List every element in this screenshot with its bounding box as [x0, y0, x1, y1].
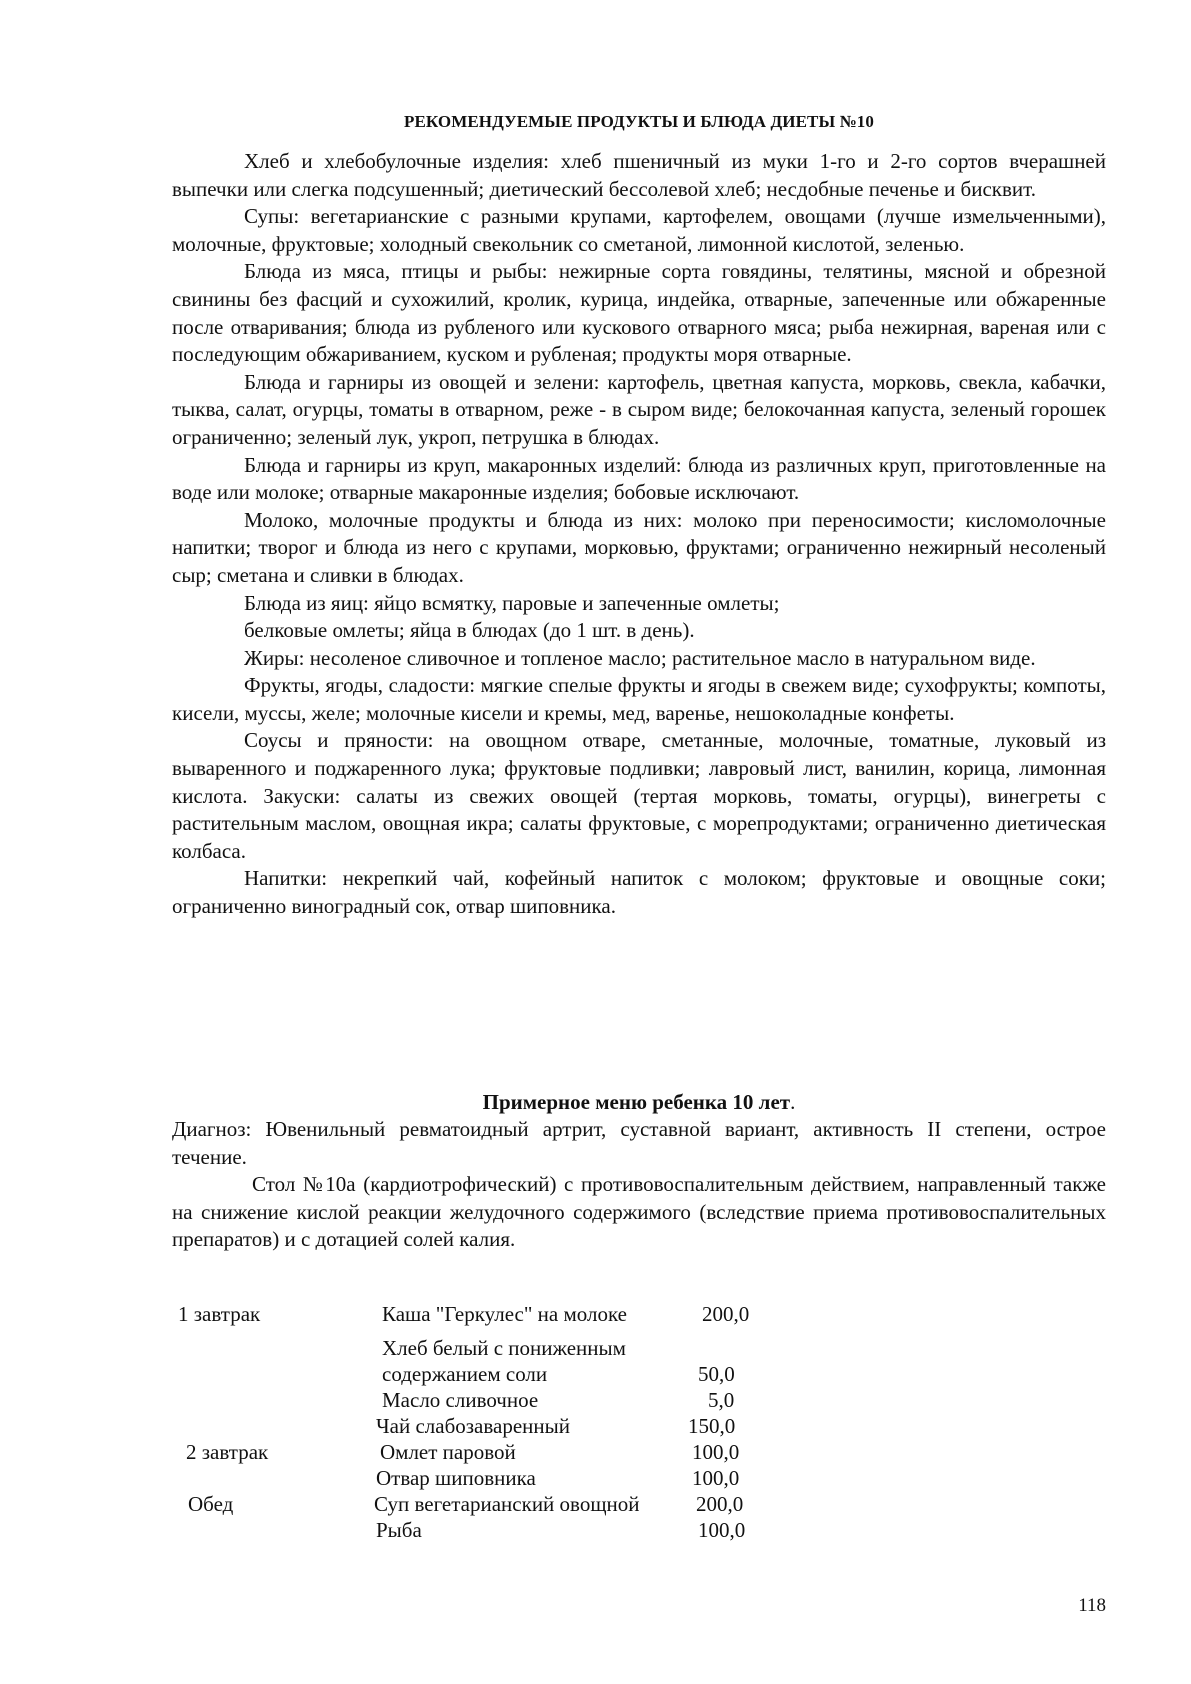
paragraph-bread: Хлеб и хлебобулочные изделия: хлеб пшеничный из муки 1-го и 2-го сортов вчерашней выпечки или слегка подсушенный; диетический бессолевой хлеб; несдобные печенье и бисквит.	[172, 149, 1106, 201]
paragraph-grains: Блюда и гарниры из круп, макаронных изделий: блюда из различных круп, приготовленные на воде или молоке; отварные макаронные изделия; бобовые исключают.	[172, 452, 1106, 505]
menu-meal: 1 завтрак	[178, 1302, 261, 1326]
menu-amount: 100,0	[692, 1466, 740, 1490]
menu-title-text: Примерное меню ребенка 10 лет	[482, 1090, 791, 1114]
menu-row	[172, 1334, 792, 1362]
menu-dish: Рыба	[376, 1518, 422, 1542]
paragraph-fruits: Фрукты, ягоды, сладости: мягкие спелые фрукты и ягоды в свежем виде; сухофрукты; компоты, кисели, муссы, желе; молочные кисели и кремы, мед, варенье, нешоколадные конфеты.	[172, 673, 1106, 725]
paragraph-dairy: Молоко, молочные продукты и блюда из них: молоко при переносимости; кисломолочные напитки; творог и блюда из него с крупами, морковью, фруктами; ограниченно нежирный несоленый сыр; сметана и сливки в блюдах.	[172, 507, 1106, 587]
menu-dish: Омлет паровой	[380, 1440, 516, 1464]
menu-dish: Суп вегетарианский овощной	[374, 1492, 640, 1516]
menu-row	[172, 1360, 792, 1388]
paragraph-eggs-continued: белковые омлеты; яйца в блюдах (до 1 шт. в день).	[244, 618, 695, 643]
diagnosis-text: Диагноз: Ювенильный ревматоидный артрит, суставной вариант, активность II степени, острое течение.	[172, 1117, 1106, 1169]
paragraph-vegetables: Блюда и гарниры из овощей и зелени: картофель, цветная капуста, морковь, свекла, кабачки, тыква, салат, огурцы, томаты в отварном, реже - в сыром виде; белокочанная капуста, зеленый горошек ограниченно; зеленый лук, укроп, петрушка в блюдах.	[172, 369, 1106, 449]
menu-amount: 200,0	[702, 1302, 750, 1326]
menu-amount: 150,0	[688, 1414, 736, 1438]
menu-amount: 5,0	[708, 1388, 735, 1412]
paragraph-drinks: Напитки: некрепкий чай, кофейный напиток с молоком; фруктовые и овощные соки; ограниченно виноградный сок, отвар шиповника.	[172, 866, 1106, 919]
paragraph-meat-fish: Блюда из мяса, птицы и рыбы: нежирные сорта говядины, телятины, мясной и обрезной свинины без фасций и сухожилий, кролик, курица, индейка, отварные, запеченные или обжаренные после отваривания; блюда из рубленого или кускового отварного мяса; рыба нежирная, вареная или с последующим обжариванием, куском и рубленая; продукты моря отварные.	[172, 259, 1106, 367]
document-page	[172, 0, 1106, 1684]
menu-dish: Хлеб белый с пониженным	[382, 1336, 626, 1360]
paragraph-eggs: Блюда из яиц: яйцо всмятку, паровые и запеченные омлеты;	[244, 590, 780, 615]
menu-row	[172, 1516, 792, 1544]
menu-title	[172, 1090, 1106, 1115]
page-number: 118	[1078, 1595, 1106, 1616]
menu-row	[172, 1464, 792, 1492]
menu-row	[172, 1300, 792, 1328]
menu-dish: содержанием соли	[382, 1362, 548, 1386]
menu-row	[172, 1438, 792, 1466]
menu-amount: 100,0	[692, 1440, 740, 1464]
menu-row	[172, 1490, 792, 1518]
menu-amount: 100,0	[698, 1518, 746, 1542]
diet-recommendations	[172, 148, 1106, 921]
menu-row	[172, 1412, 792, 1440]
menu-amount: 200,0	[696, 1492, 744, 1516]
menu-dish: Отвар шиповника	[376, 1466, 536, 1490]
menu-amount: 50,0	[698, 1362, 735, 1386]
paragraph-sauces: Соусы и пряности: на овощном отваре, сметанные, молочные, томатные, луковый из вываренного и поджаренного лука; фруктовые подливки; лавровый лист, ванилин, корица, лимонная кислота. Закуски: салаты из свежих овощей (тертая морковь, томаты, огурцы), винегреты с растительным маслом, овощная икра; салаты фруктовые, с морепродуктами; ограниченно диетическая колбаса.	[172, 728, 1106, 863]
menu-dish: Чай слабозаваренный	[376, 1414, 570, 1438]
page-heading: РЕКОМЕНДУЕМЫЕ ПРОДУКТЫ И БЛЮДА ДИЕТЫ №10	[403, 112, 875, 131]
menu-meal: Обед	[188, 1492, 234, 1516]
menu-dish: Масло сливочное	[382, 1388, 539, 1412]
menu-row	[172, 1386, 792, 1414]
menu-title-suffix: .	[790, 1090, 796, 1114]
menu-dish: Каша "Геркулес" на молоке	[382, 1302, 627, 1326]
diet-table-description: Стол №10а (кардиотрофический) с противовоспалительным действием, направленный также на снижение кислой реакции желудочного содержимого (вследствие приема противовоспалительных препаратов) и с дотацией солей калия.	[172, 1172, 1106, 1252]
menu-meal: 2 завтрак	[186, 1440, 269, 1464]
diagnosis-block	[172, 1116, 1106, 1254]
paragraph-soups: Супы: вегетарианские с разными крупами, картофелем, овощами (лучше измельченными), молочные, фруктовые; холодный свекольник со сметаной, лимонной кислотой, зеленью.	[172, 204, 1106, 256]
paragraph-fats: Жиры: несоленое сливочное и топленое масло; растительное масло в натуральном виде.	[244, 645, 1036, 670]
